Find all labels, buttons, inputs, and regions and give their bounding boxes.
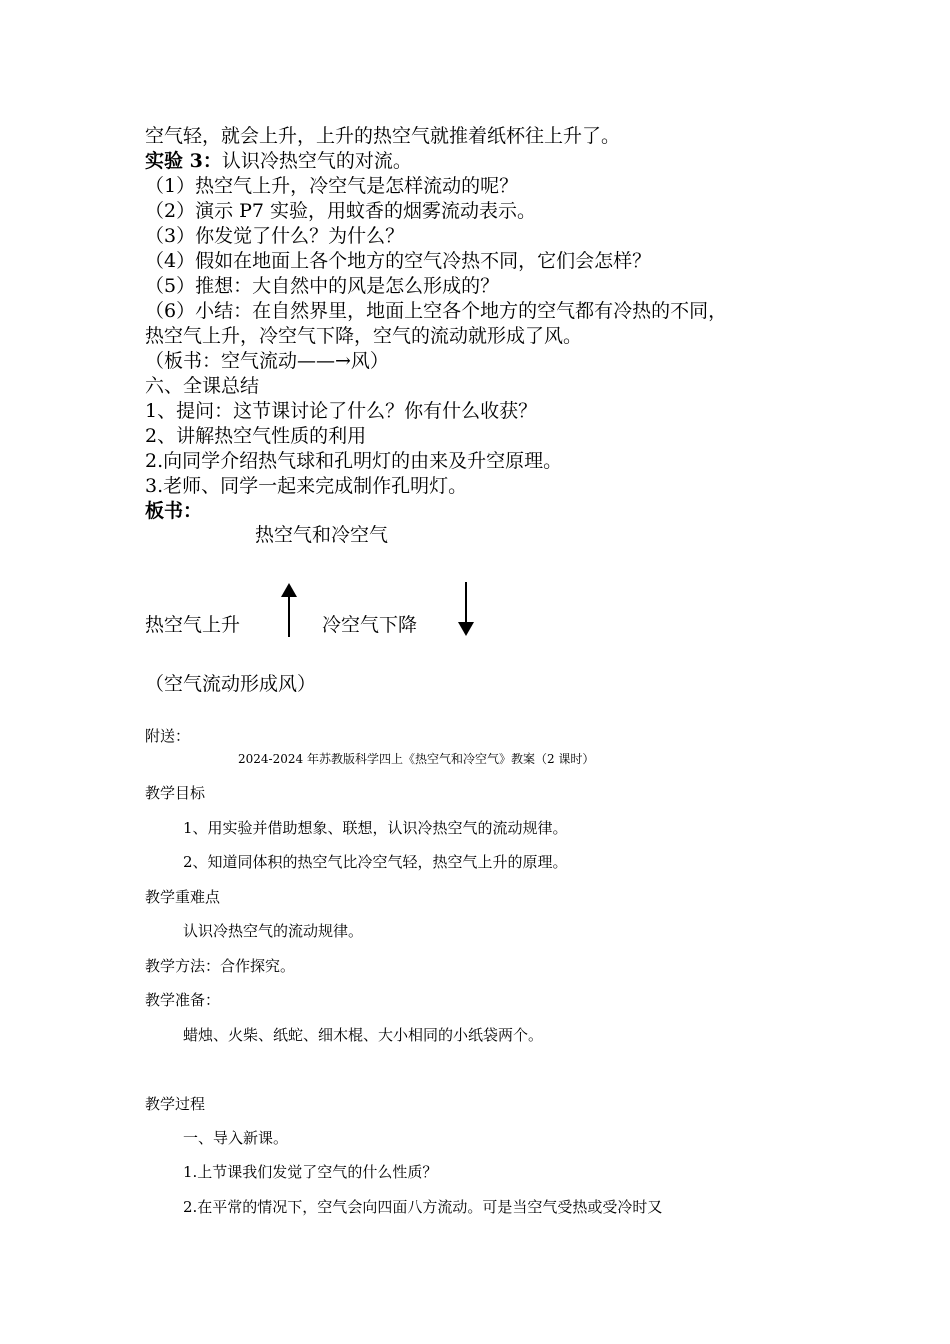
list-item: 3.老师、同学一起来完成制作孔明灯。 bbox=[145, 475, 468, 497]
list-item: （3）你发觉了什么？为什么？ bbox=[145, 225, 405, 247]
list-item: （4）假如在地面上各个地方的空气冷热不同，它们会怎样？ bbox=[145, 250, 652, 272]
list-item: 1、用实验并借助想象、联想，认识冷热空气的流动规律。 bbox=[183, 819, 568, 837]
cold-air-fall-label: 冷空气下降 bbox=[322, 614, 418, 636]
list-item: 1、提问：这节课讨论了什么？你有什么收获？ bbox=[145, 400, 538, 422]
hot-air-rise-label: 热空气上升 bbox=[145, 614, 241, 636]
method-text: 教学方法：合作探究。 bbox=[145, 957, 296, 975]
list-item: （6）小结：在自然界里，地面上空各个地方的空气都有冷热的不同， bbox=[145, 300, 728, 322]
board-summary: （空气流动形成风） bbox=[145, 673, 317, 695]
experiment-3-line bbox=[145, 149, 412, 174]
prep-text: 蜡烛、火柴、纸蛇、细木棍、大小相同的小纸袋两个。 bbox=[183, 1026, 544, 1044]
document-title: 2024-2024 年苏教版科学四上《热空气和冷空气》教案（2 课时） bbox=[238, 752, 595, 766]
list-item: 2、知道同体积的热空气比冷空气轻，热空气上升的原理。 bbox=[183, 853, 568, 871]
list-item: 热空气上升，冷空气下降，空气的流动就形成了风。 bbox=[145, 325, 583, 347]
goals-heading: 教学目标 bbox=[145, 784, 206, 802]
process-heading: 教学过程 bbox=[145, 1095, 206, 1113]
list-item: （板书：空气流动——→风） bbox=[145, 350, 389, 372]
list-item: 一、导入新课。 bbox=[183, 1129, 289, 1147]
difficulty-text: 认识冷热空气的流动规律。 bbox=[183, 922, 364, 940]
list-item: （1）热空气上升，冷空气是怎样流动的呢？ bbox=[145, 175, 519, 197]
board-label: 板书： bbox=[145, 500, 203, 522]
experiment-3-label: 实验 3： bbox=[145, 150, 222, 172]
list-item: （5）推想：大自然中的风是怎么形成的？ bbox=[145, 275, 500, 297]
board-title: 热空气和冷空气 bbox=[255, 524, 389, 546]
list-item: 2.向同学介绍热气球和孔明灯的由来及升空原理。 bbox=[145, 450, 563, 472]
prep-heading: 教学准备： bbox=[145, 991, 221, 1009]
list-item: （2）演示 P7 实验，用蚊香的烟雾流动表示。 bbox=[145, 200, 537, 222]
list-item: 2、讲解热空气性质的利用 bbox=[145, 425, 367, 447]
difficulty-heading: 教学重难点 bbox=[145, 888, 221, 906]
section-heading: 六、全课总结 bbox=[145, 375, 260, 397]
text-line: 空气轻，就会上升，上升的热空气就推着纸杯往上升了。 bbox=[145, 125, 621, 147]
experiment-3-text: 认识冷热空气的对流。 bbox=[221, 150, 412, 172]
list-item: 2.在平常的情况下，空气会向四面八方流动。可是当空气受热或受冷时又 bbox=[183, 1198, 663, 1216]
appendix-label: 附送： bbox=[145, 727, 191, 745]
list-item: 1.上节课我们发觉了空气的什么性质？ bbox=[183, 1163, 438, 1181]
